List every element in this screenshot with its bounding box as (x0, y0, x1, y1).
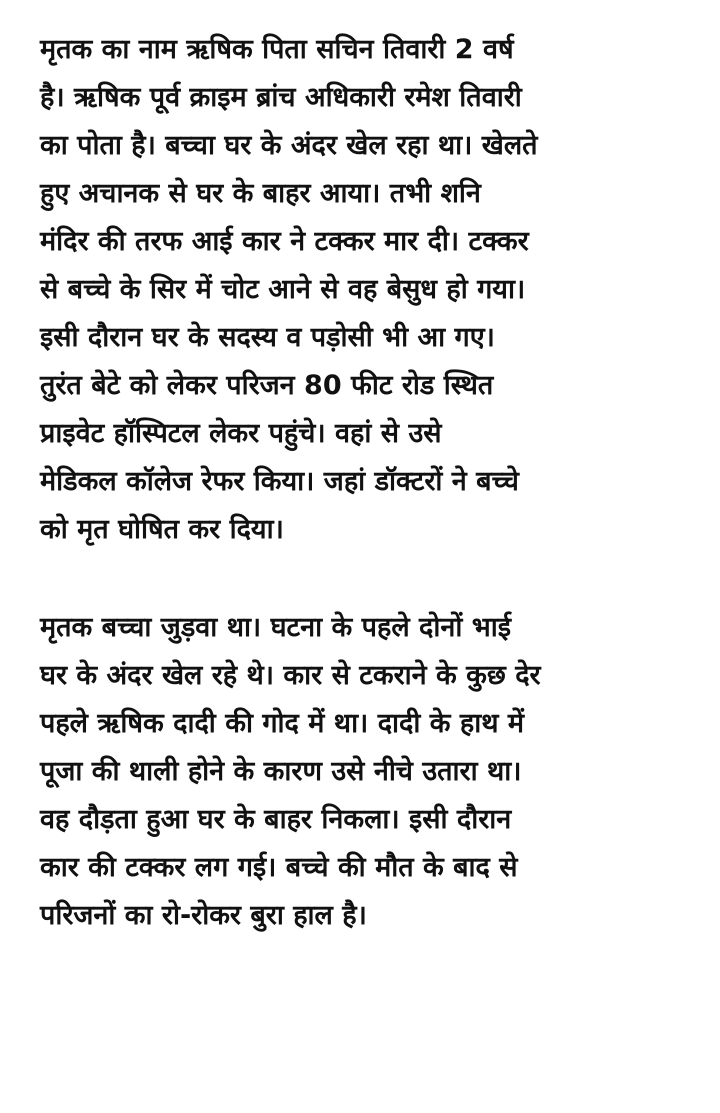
text-line: इसी दौरान घर के सदस्य व पड़ोसी भी आ गए। (40, 322, 495, 353)
text-line: वह दौड़ता हुआ घर के बाहर निकला। इसी दौरान (40, 804, 512, 835)
text-line: हुए अचानक से घर के बाहर आया। तभी शनि (40, 178, 481, 209)
text-line: मृतक का नाम ऋषिक पिता सचिन तिवारी 2 वर्ष (40, 34, 514, 65)
paragraph-1 (40, 26, 690, 554)
text-line: प्राइवेट हॉस्पिटल लेकर पहुंचे। वहां से उसे (40, 418, 442, 449)
text-line: परिजनों का रो-रोकर बुरा हाल है। (40, 900, 367, 931)
text-line: तुरंत बेटे को लेकर परिजन 80 फीट रोड स्थित (40, 370, 494, 401)
text-line: कार की टक्कर लग गई। बच्चे की मौत के बाद से (40, 852, 518, 883)
text-line: का पोता है। बच्चा घर के अंदर खेल रहा था। खेलते (40, 130, 538, 161)
text-line: को मृत घोषित कर दिया। (40, 514, 284, 545)
text-line: पूजा की थाली होने के कारण उसे नीचे उतारा था। (40, 756, 522, 787)
text-line: मंदिर की तरफ आई कार ने टक्कर मार दी। टक्कर (40, 226, 529, 257)
text-line: पहले ऋषिक दादी की गोद में था। दादी के हाथ में (40, 708, 525, 739)
paragraph-2 (40, 604, 690, 940)
text-line: घर के अंदर खेल रहे थे। कार से टकराने के कुछ देर (40, 660, 541, 691)
text-line: मृतक बच्चा जुड़वा था। घटना के पहले दोनों भाई (40, 612, 511, 643)
text-line: मेडिकल कॉलेज रेफर किया। जहां डॉक्टरों ने बच्चे (40, 466, 519, 497)
paragraph-gap (40, 554, 690, 604)
article-body (40, 26, 690, 940)
text-line: से बच्चे के सिर में चोट आने से वह बेसुध हो गया। (40, 274, 526, 305)
text-line: है। ऋषिक पूर्व क्राइम ब्रांच अधिकारी रमेश तिवारी (40, 82, 522, 113)
